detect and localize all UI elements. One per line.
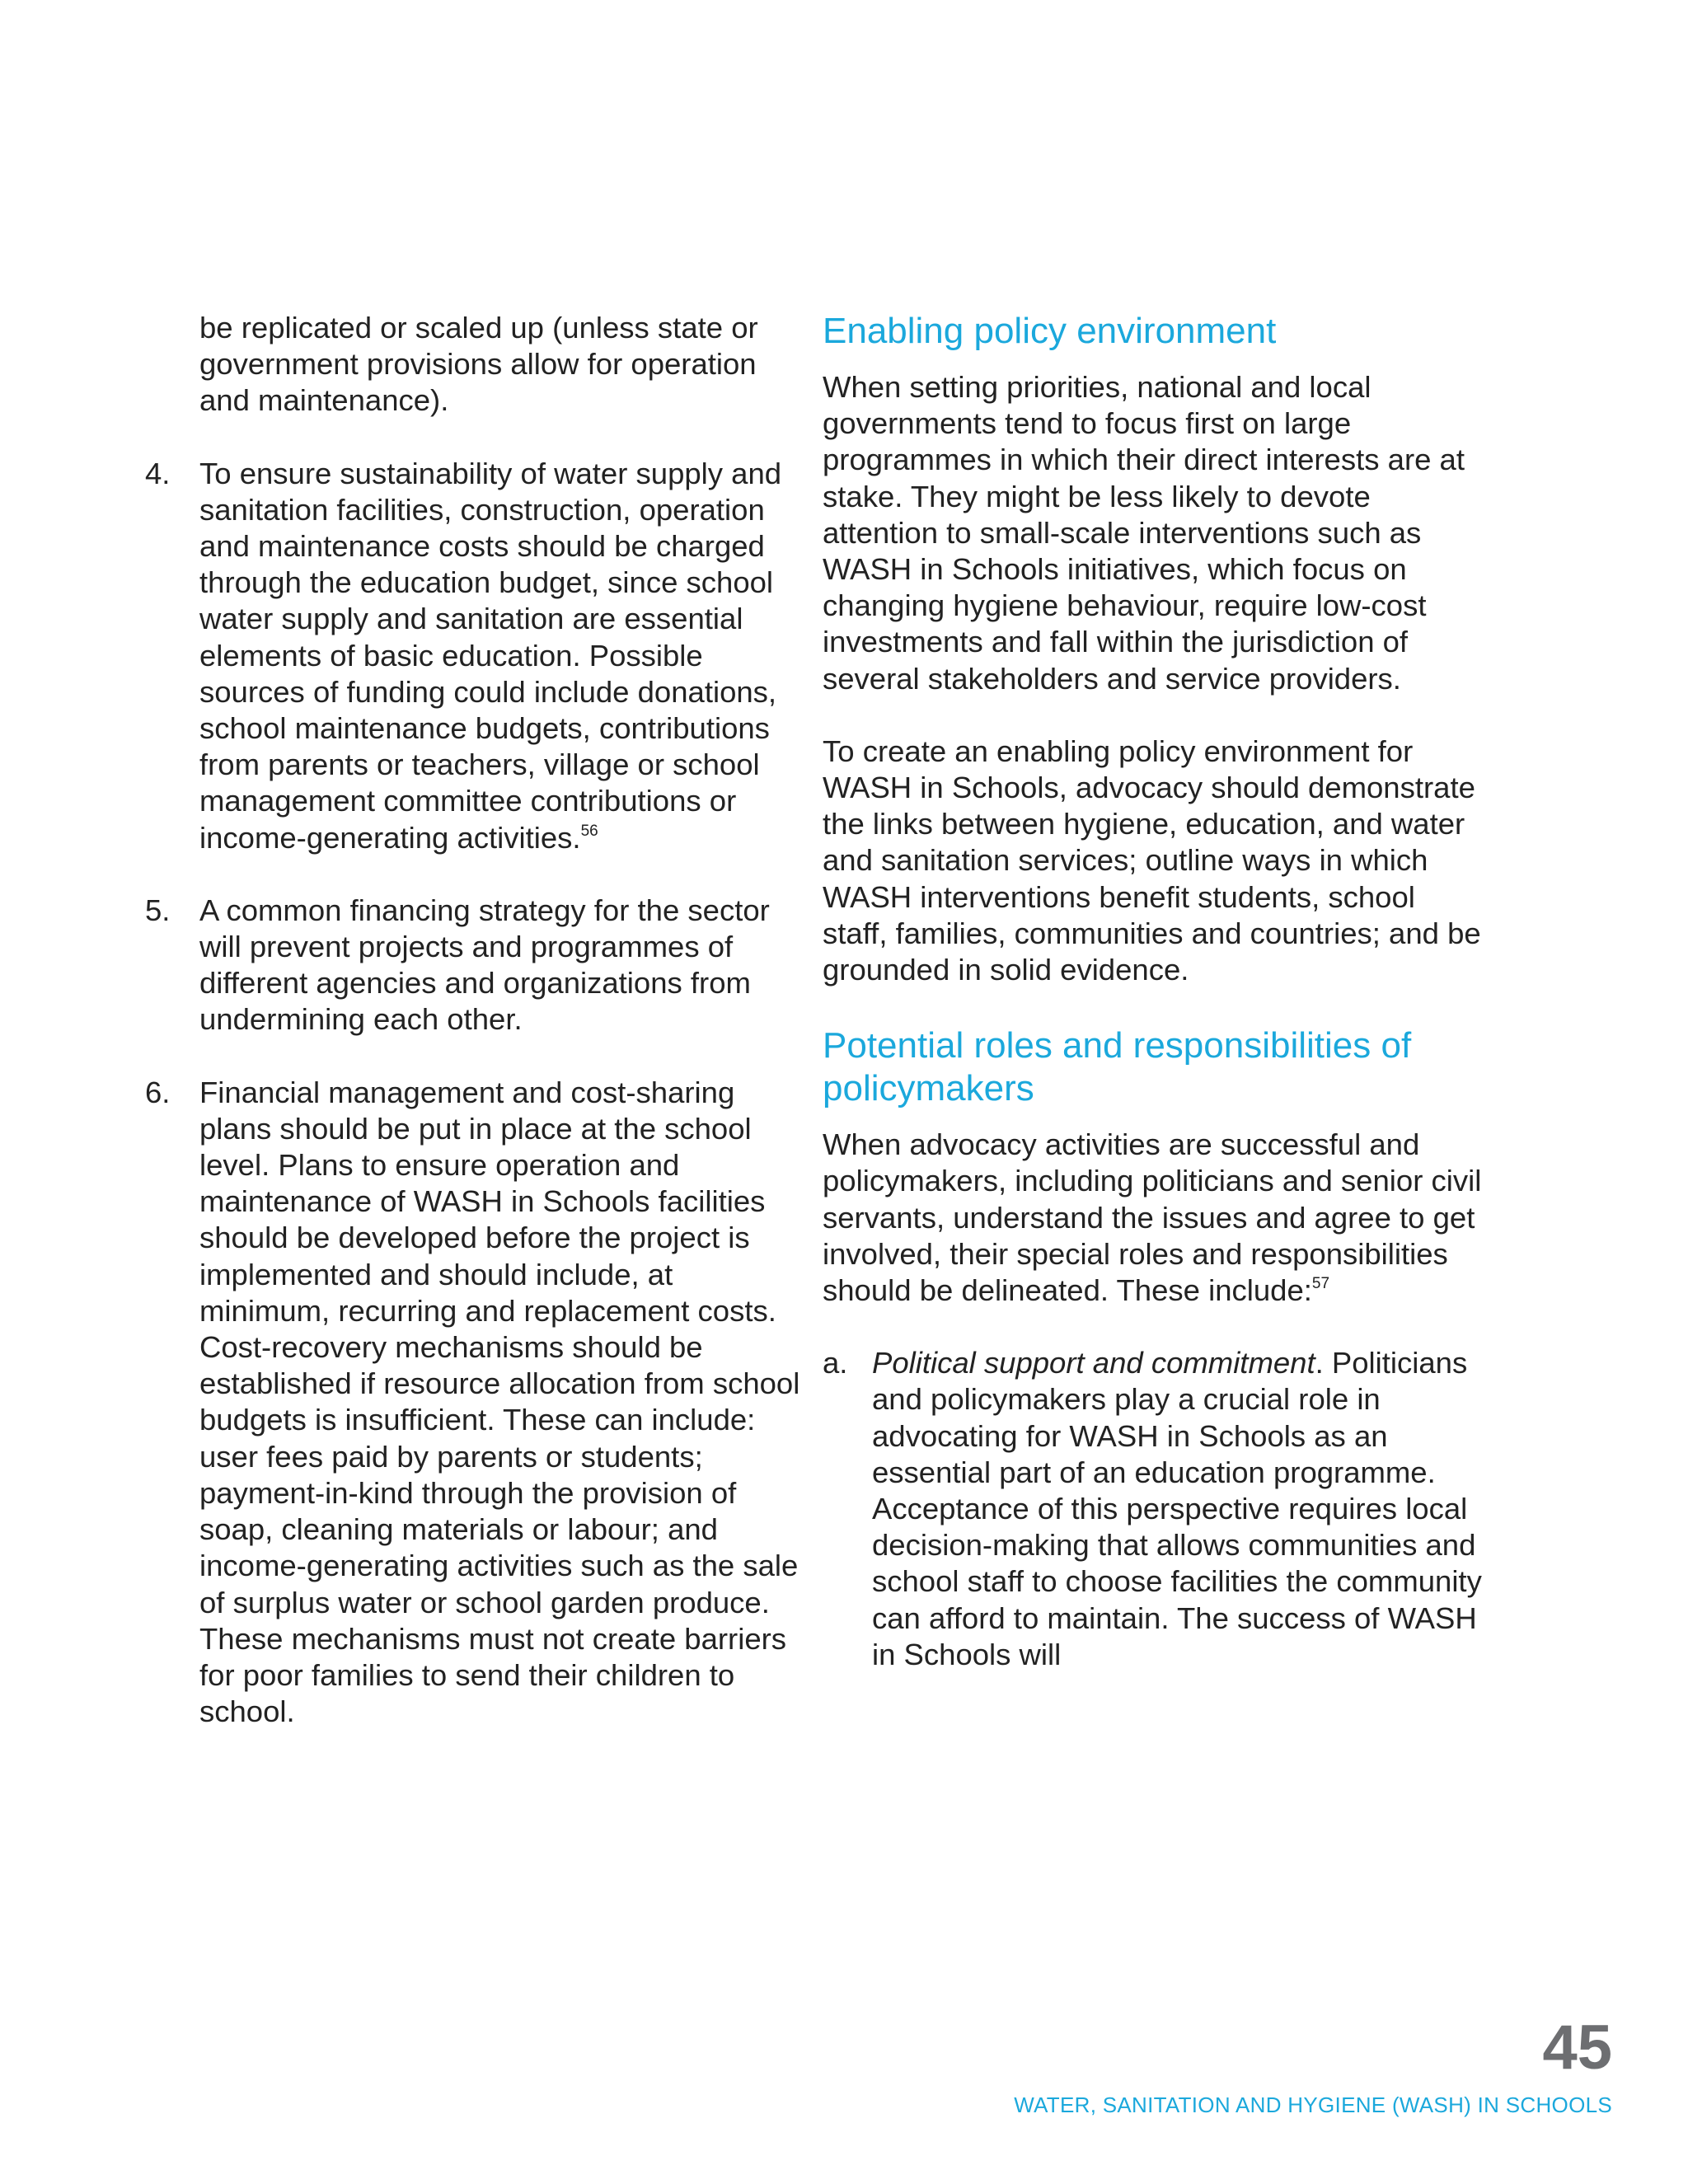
list-item-number: 5. <box>145 893 171 927</box>
list-item-title: Political support and commitment <box>872 1346 1315 1380</box>
section-heading-roles: Potential roles and responsibilities of policymakers <box>823 1025 1412 1109</box>
right-column <box>823 310 1482 1709</box>
continuation-paragraph: be replicated or scaled up (unless state or government provisions allow for operation and maintenance). <box>199 311 758 418</box>
list-item-text: Financial management and cost-sharing plans should be put in place at the school level. Plans to ensure operation and maintenance of WASH in Schools facilities should be developed before the project is implemented and should include, at minimum, recurring and replacement costs. Cost-recovery mechanisms should be established if resource allocation from school budgets is insufficient. These can include: user fees paid by parents or students; payment-in-kind through the provision of soap, cleaning materials or labour; and income-generating activities such as the sale of surplus water or school garden produce. These mechanisms must not create barriers for poor families to send their children to school. <box>199 1075 800 1729</box>
running-footer-title: WATER, SANITATION AND HYGIENE (WASH) IN SCHOOLS <box>1014 2093 1612 2117</box>
list-item-text: Political support and commitment. Politicians and policymakers play a crucial role in advocating for WASH in Schools as an essential part of an education programme. Acceptance of this perspective requires local decision-making that allows communities and school staff to choose facilities the community can afford to maintain. The success of WASH in Schools will <box>872 1346 1482 1671</box>
list-item-text: To ensure sustainability of water supply and sanitation facilities, construction, operation and maintenance costs should be charged through the education budget, since school water supply and sanitation are essential elements of basic education. Possible sources of funding could include donations, school maintenance budgets, contributions from parents or teachers, village or school management committee contributions or income-generating activities.$^{56}$ <box>199 456 782 855</box>
section-heading-enabling-policy: Enabling policy environment <box>823 311 1277 351</box>
paragraph: When setting priorities, national and local governments tend to focus first on large programmes in which their direct interests are at stake. They might be less likely to devote attention to small-scale interventions such as WASH in Schools initiatives, which focus on changing hygiene behaviour, require low-cost investments and fall within the jurisdiction of several stakeholders and service providers. <box>823 370 1465 696</box>
left-column <box>145 310 804 1766</box>
page-number: 45 <box>1542 2013 1612 2083</box>
footnote-marker: 56 <box>580 822 598 840</box>
footnote-marker: 57 <box>1311 1275 1330 1293</box>
list-item-4 <box>145 456 804 856</box>
list-item-6 <box>145 1075 804 1731</box>
list-item-5 <box>145 893 804 1038</box>
list-item-label: a. <box>823 1346 848 1380</box>
intro-paragraph: When advocacy activities are successful and policymakers, including politicians and senior civil servants, understand the issues and agree to get involved, their special roles and responsibilities should be delineated. These include:$^{57}$ <box>823 1127 1482 1308</box>
list-item-number: 6. <box>145 1075 171 1109</box>
list-item-number: 4. <box>145 456 171 490</box>
list-item-a <box>823 1345 1482 1673</box>
list-item-text: A common financing strategy for the sector will prevent projects and programmes of different agencies and organizations from undermining each other. <box>199 893 770 1037</box>
paragraph: To create an enabling policy environment for WASH in Schools, advocacy should demonstrate the links between hygiene, education, and water and sanitation services; outline ways in which WASH interventions benefit students, school staff, families, communities and countries; and be grounded in solid evidence. <box>823 733 1481 987</box>
